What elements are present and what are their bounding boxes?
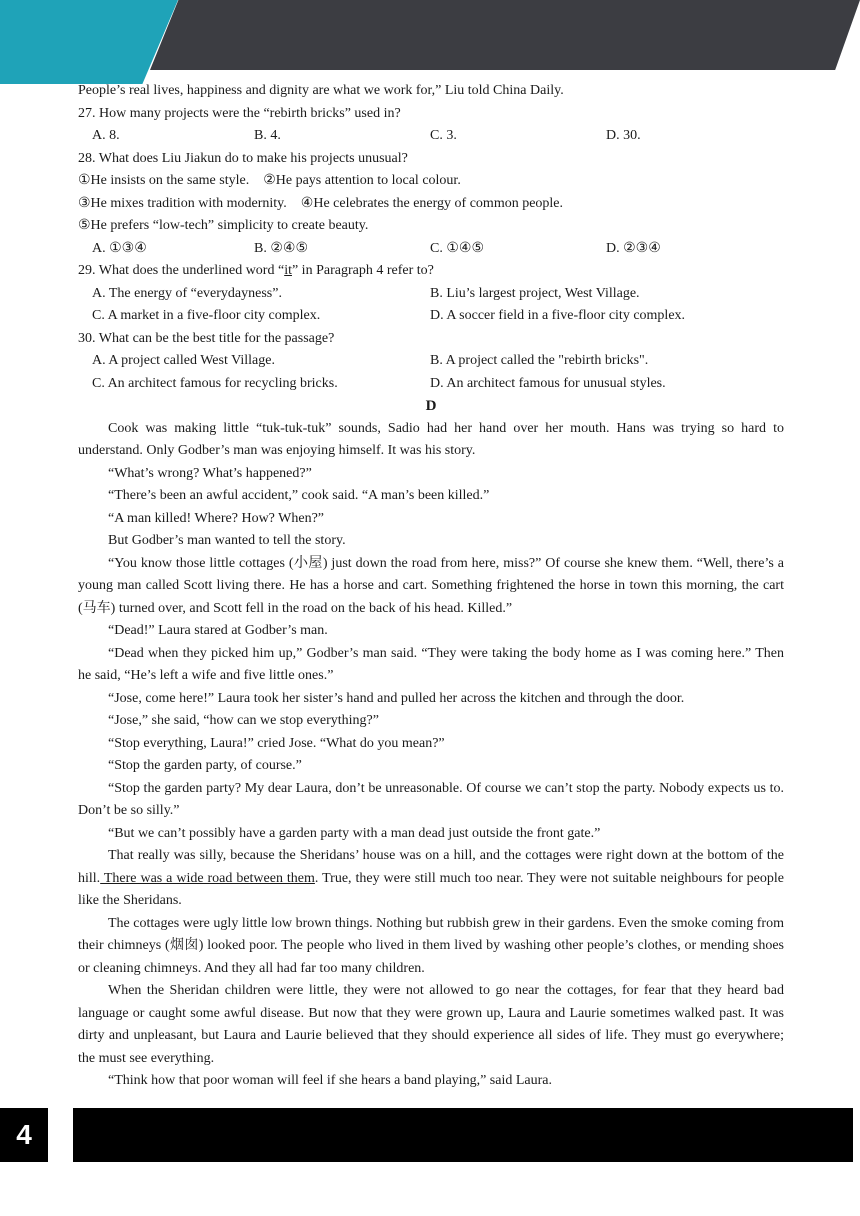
passage-paragraph: But Godber’s man wanted to tell the story. — [108, 533, 346, 548]
q28-statement-line-2: ③He mixes tradition with modernity. ④He celebrates the energy of common people. — [78, 195, 564, 211]
passage-paragraph: Cook was making little “tuk-tuk-tuk” sounds, Sadio had her hand over her mouth. Hans was trying so hard to understand. Only Godber’s man was enjoying himself. It was his story. — [78, 420, 784, 458]
q29-option-d: D. A soccer field in a five-floor city complex. — [430, 308, 686, 323]
passage-paragraph: “Stop everything, Laura!” cried Jose. “What do you mean?” — [108, 735, 445, 751]
q28-option-d: D. ②③④ — [606, 240, 661, 256]
q28-stem: 28. What does Liu Jiakun do to make his projects unusual? — [78, 150, 408, 166]
q27-option-b: B. 4. — [254, 128, 281, 143]
q27-option-c: C. 3. — [430, 128, 457, 143]
passage-paragraph: “Dead!” Laura stared at Godber’s man. — [108, 623, 328, 638]
page-number: 4 — [0, 1108, 48, 1162]
q28-option-b: B. ②④⑤ — [254, 240, 308, 256]
passage-paragraph: “Dead when they picked him up,” Godber’s man said. “They were taking the body home as I was coming here.” Then he said, “He’s left a wife and five little ones.” — [78, 645, 784, 683]
q29-option-a: A. The energy of “everydayness”. — [92, 285, 282, 301]
q29-option-c: C. A market in a five-floor city complex. — [92, 308, 321, 323]
q27-option-a: A. 8. — [92, 128, 120, 143]
q27-option-d: D. 30. — [606, 128, 641, 143]
p15-underlined-sentence: There was a wide road between them — [100, 870, 315, 886]
q30-option-d: D. An architect famous for unusual styles. — [430, 375, 666, 391]
passage-paragraph: The cottages were ugly little low brown things. Nothing but rubbish grew in their gardens. Even the smoke coming from their chimneys (烟囱) looked poor. The people who lived in them lived by washing other people’s clothes, or mending shoes or cleaning chimneys. And they all had far too many children. — [78, 915, 784, 976]
q29-underlined-word: it — [284, 263, 292, 278]
q28-options — [78, 238, 784, 261]
passage-paragraph: “Jose, come here!” Laura took her sister’s hand and pulled her across the kitchen and through the door. — [108, 690, 685, 706]
passage-paragraph: “Jose,” she said, “how can we stop everything?” — [108, 713, 379, 728]
q29-stem-before: 29. What does the underlined word “ — [78, 263, 285, 278]
q29-options-row-2 — [78, 305, 784, 328]
passage-paragraph-underlined — [78, 845, 784, 913]
passage-paragraph: “There’s been an awful accident,” cook said. “A man’s been killed.” — [108, 488, 490, 503]
p15-before: That really was silly, because the Sheridans’ house was on a hill, and the cottages were right down at the bottom of the hill. — [78, 848, 784, 886]
q29-options-row-1 — [78, 283, 784, 306]
q29-stem-after: ” in Paragraph 4 refer to? — [291, 263, 434, 278]
q29-stem — [78, 260, 784, 283]
q29-option-b: B. Liu’s largest project, West Village. — [430, 285, 640, 301]
q30-stem: 30. What can be the best title for the passage? — [78, 330, 335, 346]
q30-option-b: B. A project called the "rebirth bricks". — [430, 353, 649, 368]
passage-paragraph: “Stop the garden party? My dear Laura, don’t be unreasonable. Of course we can’t stop the party. Nobody expects us to. Don’t be so silly.” — [78, 780, 784, 818]
passage-paragraph: “Think how that poor woman will feel if she hears a band playing,” said Laura. — [108, 1073, 552, 1088]
q28-statement-line-3: ⑤He prefers “low-tech” simplicity to create beauty. — [78, 218, 369, 233]
passage-paragraph: When the Sheridan children were little, they were not allowed to go near the cottages, for fear that they heard bad language or caught some awful disease. But now that they were grown up, Laura and Laurie sometimes walked past. It was dirty and unpleasant, but Laura and Laurie believed that they should experience all sides of life. They must go everywhere; the must see everything. — [78, 983, 784, 1066]
passage-paragraph: “What’s wrong? What’s happened?” — [108, 465, 312, 481]
page-content — [78, 80, 784, 1093]
p15-after: . True, they were still much too near. They were not suitable neighbours for people like the Sheridans. — [78, 870, 784, 908]
q30-options-row-2 — [78, 373, 784, 396]
footer-bar — [73, 1108, 853, 1162]
q30-options-row-1 — [78, 350, 784, 373]
passage-paragraph: “You know those little cottages (小屋) just down the road from here, miss?” Of course she knew them. “Well, there’s a young man called Scott living there. He has a horse and cart. Something frightened the horse in town this morning, the cart (马车) turned over, and Scott fell in the road on the back of his head. Killed.” — [78, 555, 784, 616]
q28-option-a: A. ①③④ — [92, 240, 147, 256]
q30-option-a: A. A project called West Village. — [92, 353, 275, 368]
passage-paragraph: “But we can’t possibly have a garden party with a man dead just outside the front gate.” — [108, 825, 601, 841]
header-accent-shape — [0, 0, 178, 84]
passage-paragraph: “A man killed! Where? How? When?” — [108, 510, 325, 526]
q28-statement-line-1: ①He insists on the same style. ②He pays attention to local colour. — [78, 173, 461, 188]
intro-line: People’s real lives, happiness and dignity are what we work for,” Liu told China Daily. — [78, 83, 564, 98]
q28-option-c: C. ①④⑤ — [430, 240, 484, 256]
section-heading: D — [425, 398, 437, 414]
q27-options — [78, 125, 784, 148]
passage-paragraph: “Stop the garden party, of course.” — [108, 758, 302, 773]
q27-stem: 27. How many projects were the “rebirth bricks” used in? — [78, 105, 401, 121]
q30-option-c: C. An architect famous for recycling bricks. — [92, 375, 338, 391]
header-bar — [150, 0, 860, 70]
